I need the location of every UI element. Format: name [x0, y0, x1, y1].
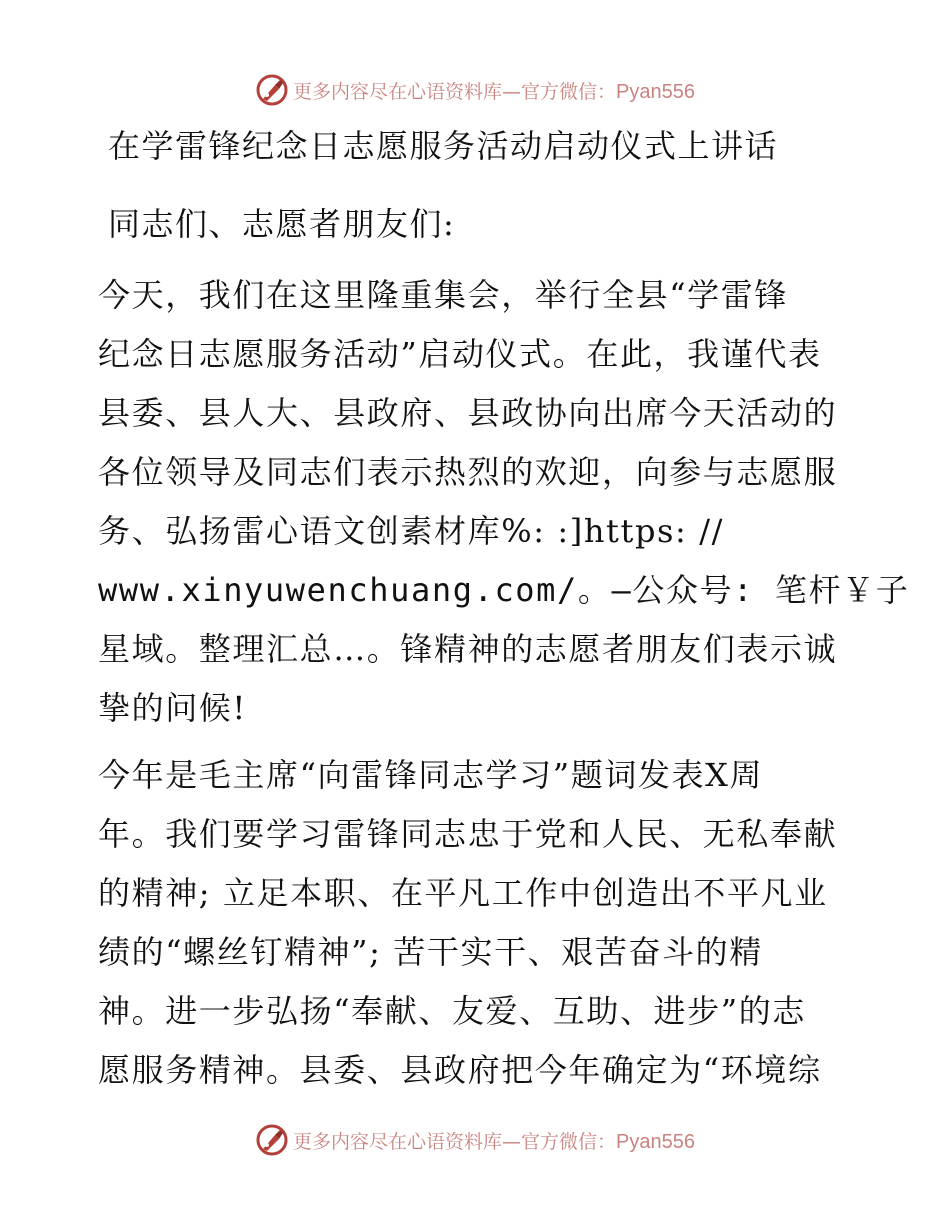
page-title: 在学雷锋纪念日志愿服务活动启动仪式上讲话 [108, 127, 779, 165]
paragraph-line: 各位领导及同志们表示热烈的欢迎，向参与志愿服 [98, 453, 838, 491]
header-banner-label: 更多内容尽在心语资料库—官方微信： [293, 80, 617, 103]
paragraph-line: 的精神; 立足本职、在平凡工作中创造出不平凡业 [98, 874, 828, 912]
header-wechat-id: Pyan556 [616, 80, 695, 103]
paragraph-line: 纪念日志愿服务活动”启动仪式。在此，我谨代表 [98, 335, 822, 373]
footer-banner [0, 1120, 950, 1160]
paragraph-line: 务、弘扬雷心语文创素材库%: :]https: // [98, 512, 724, 550]
paragraph-line: 今天，我们在这里隆重集会，举行全县“学雷锋 [98, 276, 788, 314]
pen-logo-icon [255, 1123, 289, 1157]
paragraph-line: 年。我们要学习雷锋同志忠于党和人民、无私奉献 [98, 815, 838, 853]
pen-logo-icon [255, 73, 289, 107]
paragraph-line: 愿服务精神。县委、县政府把今年确定为“环境综 [98, 1051, 822, 1089]
footer-banner-text [293, 1127, 695, 1154]
paragraph-line: 今年是毛主席“向雷锋同志学习”题词发表X周 [98, 756, 764, 794]
paragraph-2 [98, 746, 858, 1100]
greeting: 同志们、志愿者朋友们: [108, 205, 456, 243]
paragraph-line-url: www.xinyuwenchuang.com/。—公众号: 笔杆￥子 [98, 571, 910, 609]
header-banner [0, 70, 950, 110]
paragraph-line: 绩的“螺丝钉精神”; 苦干实干、艰苦奋斗的精 [98, 933, 763, 971]
header-banner-text [293, 77, 695, 104]
paragraph-line: 神。进一步弘扬“奉献、友爱、互助、进步”的志 [98, 992, 806, 1030]
paragraph-1 [98, 266, 910, 738]
paragraph-line: 星域。整理汇总…。锋精神的志愿者朋友们表示诚 [98, 630, 838, 668]
footer-wechat-id: Pyan556 [616, 1130, 695, 1153]
footer-banner-label: 更多内容尽在心语资料库—官方微信： [293, 1130, 617, 1153]
paragraph-line: 挚的问候! [98, 689, 247, 727]
paragraph-line: 县委、县人大、县政府、县政协向出席今天活动的 [98, 394, 838, 432]
